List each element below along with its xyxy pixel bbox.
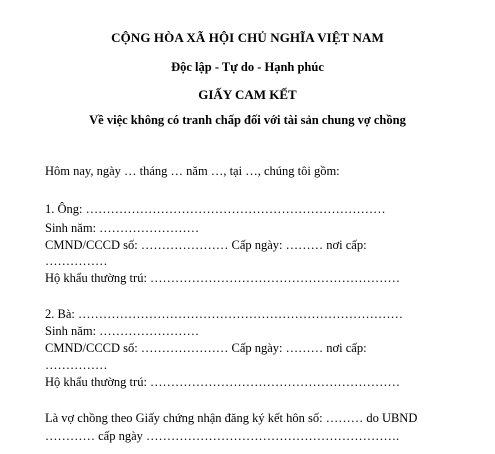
intro-line: Hôm nay, ngày … tháng … năm …, tại …, chúng tôi gồm: — [45, 164, 340, 178]
person1-name-line: 1. Ông: ……………………………………………………………… — [45, 202, 386, 216]
person1-residence-line: Hộ khẩu thường trú: …………………………………………………… — [45, 271, 401, 285]
marriage-continuation: ………… cấp ngày ……………………………………………………. — [45, 429, 400, 443]
motto-heading: Độc lập - Tự do - Hạnh phúc — [171, 60, 324, 74]
country-heading: CỘNG HÒA XÃ HỘI CHỦ NGHĨA VIỆT NAM — [111, 30, 384, 45]
person2-name-line: 2. Bà: …………………………………………………………………… — [45, 307, 403, 321]
marriage-line: Là vợ chồng theo Giấy chứng nhận đăng ký kết hôn số: ……… do UBND — [45, 411, 418, 425]
person1-birth-line: Sinh năm: …………………… — [45, 221, 200, 235]
person2-id-continuation: …………… — [45, 358, 108, 372]
person1-id-line: CMND/CCCD số: ………………… Cấp ngày: ……… nơi cấp: — [45, 238, 367, 252]
document-title: GIẤY CAM KẾT — [198, 87, 297, 102]
person2-id-line: CMND/CCCD số: ………………… Cấp ngày: ……… nơi cấp: — [45, 341, 367, 355]
person2-birth-line: Sinh năm: …………………… — [45, 324, 200, 338]
person2-residence-line: Hộ khẩu thường trú: …………………………………………………… — [45, 375, 401, 389]
person1-id-continuation: …………… — [45, 254, 108, 268]
document-subject: Về việc không có tranh chấp đối với tài sản chung vợ chồng — [89, 113, 406, 127]
